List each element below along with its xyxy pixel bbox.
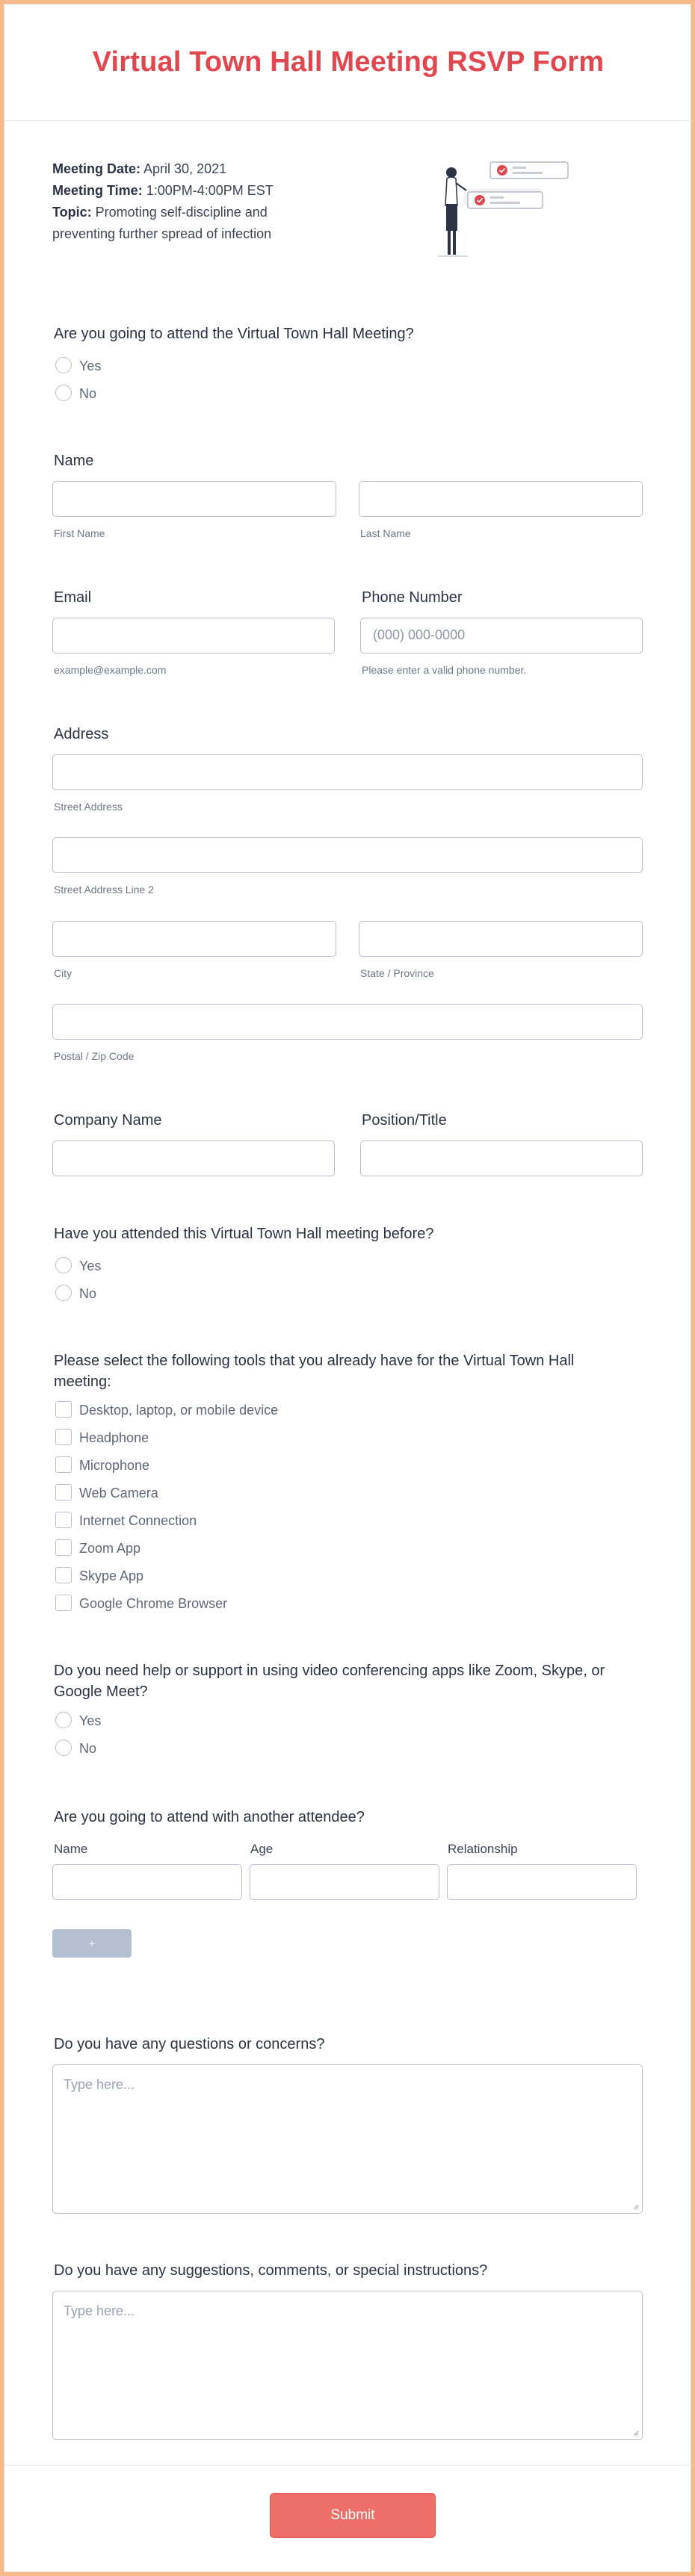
phone-input[interactable]: (000) 000-0000 xyxy=(360,618,643,654)
tool-microphone-label: Microphone xyxy=(79,1458,150,1473)
suggestions-textarea[interactable] xyxy=(52,2291,643,2440)
first-name-sublabel: First Name xyxy=(54,527,105,539)
questions-textarea[interactable] xyxy=(52,2064,643,2214)
topic-line-2: preventing further spread of infection xyxy=(52,226,272,241)
zip-input[interactable] xyxy=(52,1004,643,1040)
add-attendee-button[interactable]: + xyxy=(52,1929,132,1958)
attend-yes-radio[interactable] xyxy=(55,357,72,373)
submit-button[interactable]: Submit xyxy=(270,2493,436,2538)
resize-grip-icon[interactable] xyxy=(631,2429,639,2436)
company-input[interactable] xyxy=(52,1140,335,1176)
street-address-2-sublabel: Street Address Line 2 xyxy=(54,884,154,896)
header-divider xyxy=(4,120,692,121)
support-question xyxy=(54,1660,652,1702)
attended-before-question: Have you attended this Virtual Town Hall meeting before? xyxy=(54,1226,434,1242)
attendee-question: Are you going to attend with another attendee? xyxy=(54,1809,365,1825)
attend-yes-label: Yes xyxy=(79,359,102,373)
phone-sublabel: Please enter a valid phone number. xyxy=(362,664,527,676)
support-question-line-1: Do you need help or support in using video conferencing apps like Zoom, Skype, or xyxy=(54,1663,605,1679)
attend-no-label: No xyxy=(79,386,97,401)
support-no-label: No xyxy=(79,1741,97,1756)
tool-internet-checkbox[interactable] xyxy=(55,1512,72,1528)
city-input[interactable] xyxy=(52,921,336,957)
meeting-date-label: Meeting Date: xyxy=(52,161,141,176)
attendee-col-age: Age xyxy=(250,1842,274,1856)
form-card xyxy=(4,4,691,2572)
email-label: Email xyxy=(54,589,92,606)
attendee-name-input[interactable] xyxy=(52,1864,242,1900)
resize-grip-icon[interactable] xyxy=(631,2203,639,2210)
topic-line-1: Promoting self-discipline and xyxy=(95,205,268,220)
first-name-input[interactable] xyxy=(52,481,336,517)
phone-label: Phone Number xyxy=(362,589,463,606)
tool-internet-label: Internet Connection xyxy=(79,1513,197,1528)
last-name-sublabel: Last Name xyxy=(360,527,411,539)
tool-webcam-checkbox[interactable] xyxy=(55,1484,72,1500)
tool-webcam-label: Web Camera xyxy=(79,1486,158,1500)
street-address-input[interactable] xyxy=(52,754,643,790)
support-question-line-2: Google Meet? xyxy=(54,1683,148,1700)
tool-skype-checkbox[interactable] xyxy=(55,1567,72,1583)
tools-question-line-2: meeting: xyxy=(54,1374,111,1390)
attended-before-yes-radio[interactable] xyxy=(55,1257,72,1273)
tools-question xyxy=(54,1350,652,1392)
meeting-time-value: 1:00PM-4:00PM EST xyxy=(146,183,274,198)
checklist-illustration xyxy=(423,158,580,262)
street-address-sublabel: Street Address xyxy=(54,801,123,813)
street-address-2-input[interactable] xyxy=(52,837,643,873)
attendee-age-input[interactable] xyxy=(250,1864,439,1900)
tools-question-line-1: Please select the following tools that you already have for the Virtual Town Hall xyxy=(54,1353,575,1369)
tool-zoom-label: Zoom App xyxy=(79,1541,141,1556)
questions-label: Do you have any questions or concerns? xyxy=(54,2036,325,2052)
tool-skype-label: Skype App xyxy=(79,1568,144,1583)
attended-before-no-label: No xyxy=(79,1286,97,1301)
suggestions-placeholder: Type here... xyxy=(64,2303,135,2318)
meeting-info xyxy=(52,158,321,245)
tool-chrome-checkbox[interactable] xyxy=(55,1595,72,1611)
state-input[interactable] xyxy=(359,921,643,957)
state-sublabel: State / Province xyxy=(360,967,434,979)
tool-microphone-checkbox[interactable] xyxy=(55,1456,72,1473)
tool-headphone-label: Headphone xyxy=(79,1430,149,1445)
tool-zoom-checkbox[interactable] xyxy=(55,1539,72,1556)
last-name-input[interactable] xyxy=(359,481,643,517)
address-label: Address xyxy=(54,726,109,742)
position-label: Position/Title xyxy=(362,1112,447,1129)
attended-before-no-radio[interactable] xyxy=(55,1285,72,1301)
form-title: Virtual Town Hall Meeting RSVP Form xyxy=(92,46,605,78)
attendee-col-relationship: Relationship xyxy=(448,1842,518,1856)
attend-no-radio[interactable] xyxy=(55,385,72,401)
city-sublabel: City xyxy=(54,967,72,979)
name-label: Name xyxy=(54,453,94,469)
support-no-radio[interactable] xyxy=(55,1739,72,1756)
attend-question: Are you going to attend the Virtual Town Hall Meeting? xyxy=(54,326,414,342)
support-yes-label: Yes xyxy=(79,1713,102,1728)
tool-headphone-checkbox[interactable] xyxy=(55,1429,72,1445)
support-yes-radio[interactable] xyxy=(55,1712,72,1728)
questions-placeholder: Type here... xyxy=(64,2077,135,2092)
tool-chrome-label: Google Chrome Browser xyxy=(79,1596,228,1611)
attendee-relationship-input[interactable] xyxy=(447,1864,637,1900)
topic-label: Topic: xyxy=(52,205,92,220)
email-sublabel: example@example.com xyxy=(54,664,167,676)
position-input[interactable] xyxy=(360,1140,643,1176)
company-label: Company Name xyxy=(54,1112,162,1129)
email-input[interactable] xyxy=(52,618,335,654)
tool-device-checkbox[interactable] xyxy=(55,1401,72,1418)
tool-device-label: Desktop, laptop, or mobile device xyxy=(79,1403,279,1418)
attendee-col-name: Name xyxy=(54,1842,88,1856)
suggestions-label: Do you have any suggestions, comments, or special instructions? xyxy=(54,2262,488,2279)
meeting-date-value: April 30, 2021 xyxy=(143,161,227,176)
zip-sublabel: Postal / Zip Code xyxy=(54,1050,135,1062)
attended-before-yes-label: Yes xyxy=(79,1258,102,1273)
meeting-time-label: Meeting Time: xyxy=(52,183,143,198)
